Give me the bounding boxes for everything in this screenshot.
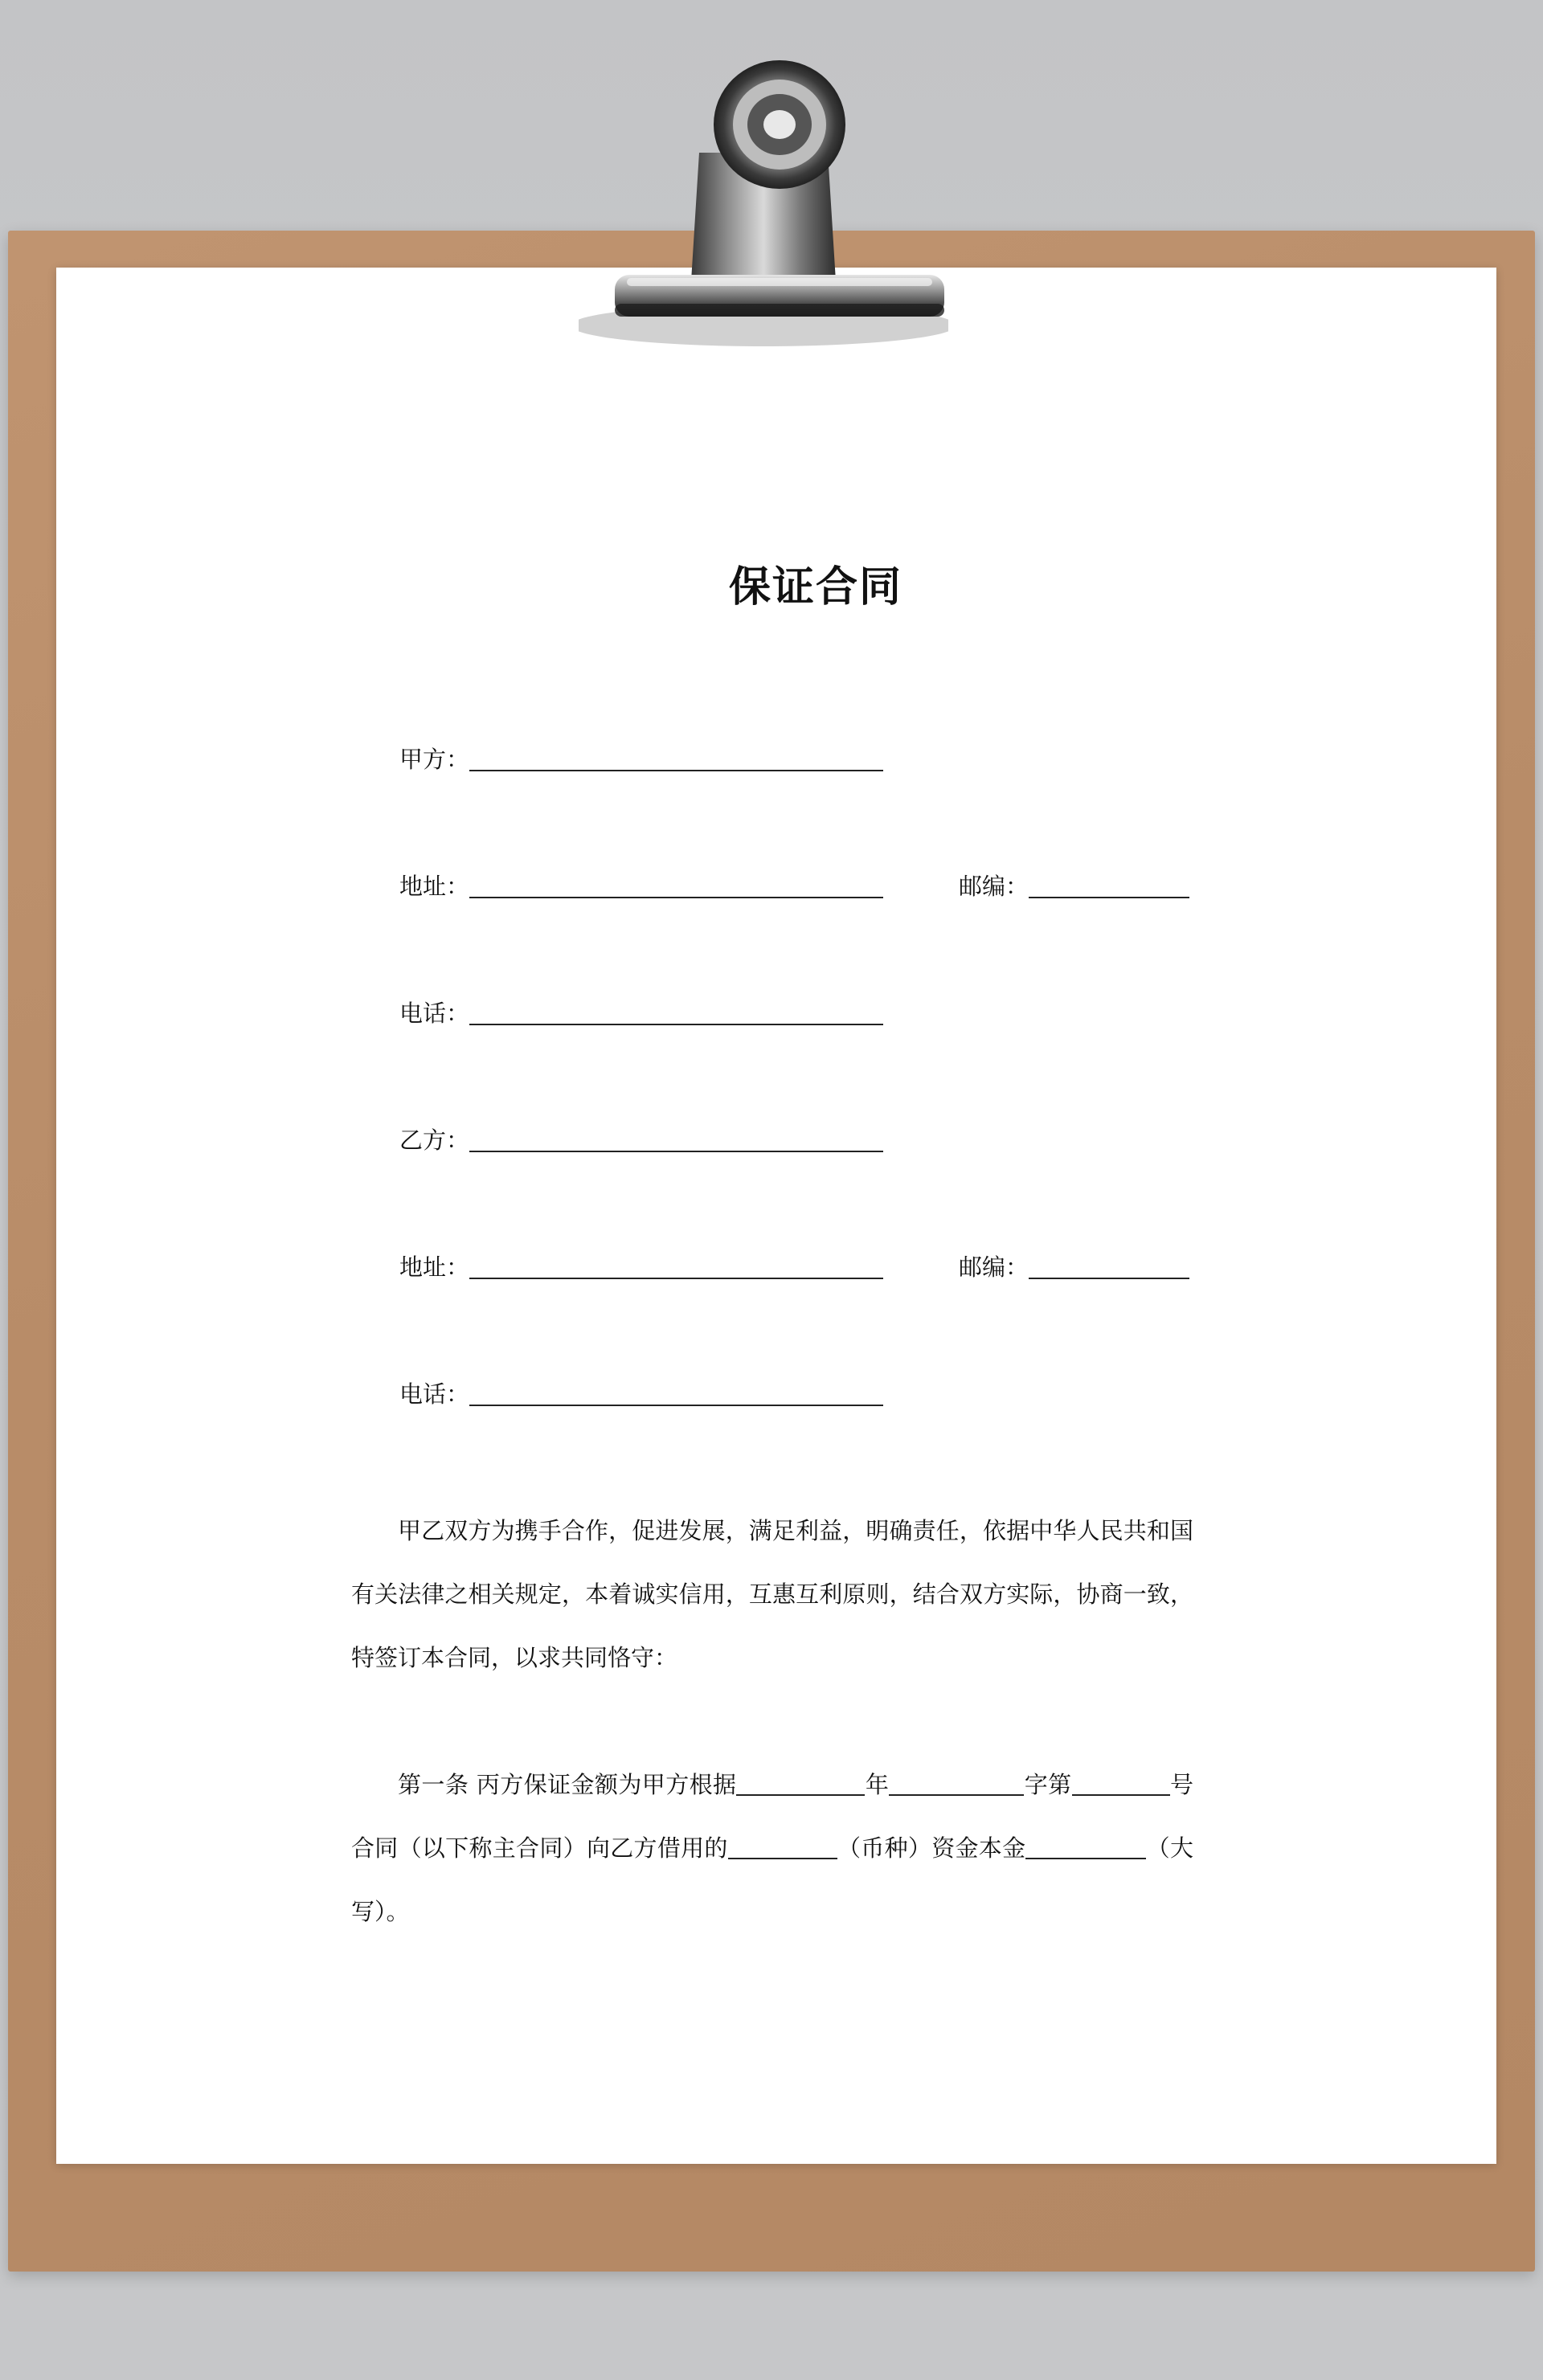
article-1-paragraph xyxy=(351,1753,1193,1944)
article-1-text-6: （大写）。 xyxy=(351,1834,1193,1925)
party-b-name-field xyxy=(399,1127,883,1152)
party-b-name-blank[interactable] xyxy=(469,1127,883,1152)
party-b-phone-blank[interactable] xyxy=(469,1380,883,1406)
party-b-postcode-blank[interactable] xyxy=(1029,1253,1189,1279)
party-a-phone-field xyxy=(399,1000,883,1025)
preamble-paragraph: 甲乙双方为携手合作，促进发展，满足利益，明确责任，依据中华人民共和国有关法律之相关规定，本着诚实信用，互惠互利原则，结合双方实际，协商一致，特签订本合同，以求共同恪守： xyxy=(351,1517,1193,1671)
article-1-text-4: 号合同（以下称主合同）向乙方借用的 xyxy=(351,1771,1193,1862)
party-a-address-label: 地址： xyxy=(399,873,470,900)
party-b-postcode-label: 邮编： xyxy=(959,1253,1029,1281)
article-1-text-1: 第一条 丙方保证金额为甲方根据 xyxy=(398,1771,737,1798)
party-a-phone-label: 电话： xyxy=(399,1000,470,1027)
party-b-address-blank[interactable] xyxy=(469,1253,883,1279)
article-1-text-5: （币种）资金本金 xyxy=(837,1834,1026,1862)
binder-clip-icon xyxy=(579,48,948,354)
party-b-address-label: 地址： xyxy=(399,1253,470,1281)
page-title: 保证合同 xyxy=(728,563,902,611)
currency-blank[interactable] xyxy=(728,1834,837,1859)
party-a-postcode-field xyxy=(959,873,1189,898)
party-a-address-field xyxy=(399,873,883,898)
principal-blank[interactable] xyxy=(1025,1834,1146,1859)
year-blank[interactable] xyxy=(736,1770,865,1796)
party-a-name-field xyxy=(399,746,883,771)
party-a-name-label: 甲方： xyxy=(399,746,470,773)
party-b-name-label: 乙方： xyxy=(399,1127,470,1154)
party-a-name-blank[interactable] xyxy=(469,746,883,771)
party-b-address-field xyxy=(399,1253,883,1279)
party-a-address-blank[interactable] xyxy=(469,873,883,898)
party-b-phone-field xyxy=(399,1380,883,1406)
word-blank[interactable] xyxy=(889,1770,1024,1796)
party-a-phone-blank[interactable] xyxy=(469,1000,883,1025)
party-a-postcode-label: 邮编： xyxy=(959,873,1029,900)
article-1-text-3: 字第 xyxy=(1024,1771,1072,1798)
party-b-phone-label: 电话： xyxy=(399,1380,470,1408)
number-blank[interactable] xyxy=(1072,1770,1170,1796)
party-b-postcode-field xyxy=(959,1253,1189,1279)
article-1-text-2: 年 xyxy=(865,1771,890,1798)
party-a-postcode-blank[interactable] xyxy=(1029,873,1189,898)
